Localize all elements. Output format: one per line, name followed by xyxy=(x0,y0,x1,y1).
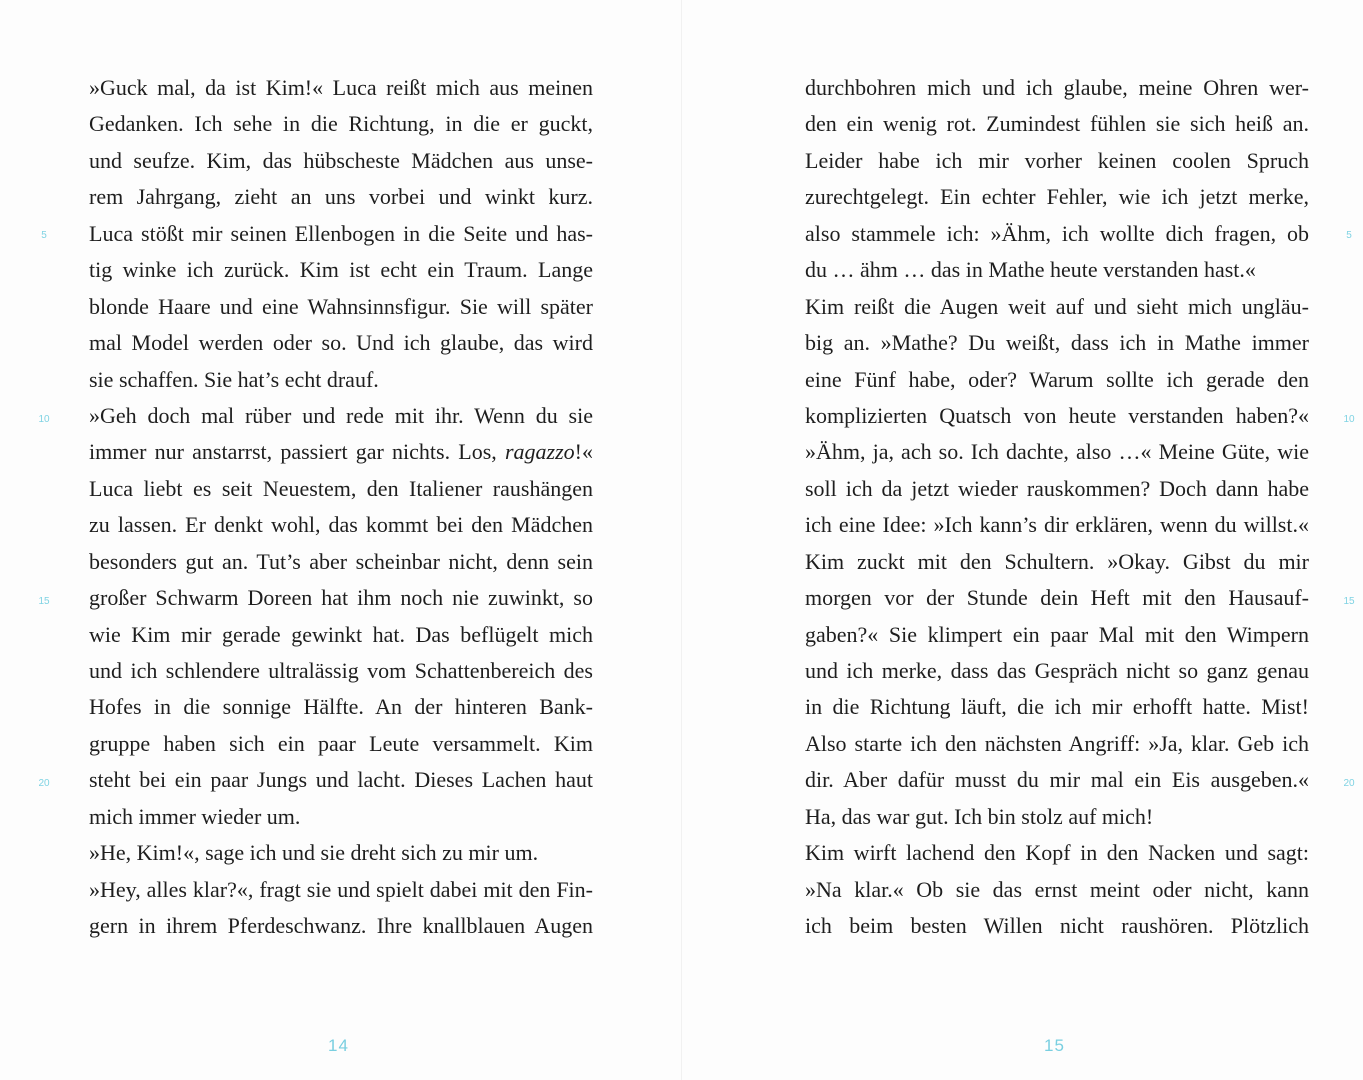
text-line: tig winke ich zurück. Kim ist echt ein Traum. Lange xyxy=(89,257,593,283)
text-line: Ha, das war gut. Ich bin stolz auf mich! xyxy=(805,803,1154,829)
text-line: morgen vor der Stunde dein Heft mit den Hausauf- xyxy=(805,585,1309,611)
text-line: »Na klar.« Ob sie das ernst meint oder nicht, kann xyxy=(805,876,1309,902)
text-line: Luca liebt es seit Neuestem, den Italiener raushängen xyxy=(89,475,593,501)
text-line: »Ähm, ja, ach so. Ich dachte, also …« Meine Güte, wie xyxy=(805,439,1309,465)
text-line: den ein wenig rot. Zumindest fühlen sie sich heiß an. xyxy=(805,111,1309,137)
text-line: großer Schwarm Doreen hat ihm noch nie zuwinkt, so xyxy=(89,585,593,611)
text-line: zurechtgelegt. Ein echter Fehler, wie ich jetzt merke, xyxy=(805,184,1309,210)
text-line: Leider habe ich mir vorher keinen coolen Spruch xyxy=(805,147,1309,173)
italic-word: ragazzo xyxy=(504,439,575,465)
text-line: besonders gut an. Tut’s aber scheinbar nicht, denn sein xyxy=(89,548,593,574)
text-line: mich immer wieder um. xyxy=(89,803,301,829)
page-number: 15 xyxy=(1044,1036,1065,1055)
text-line: und seufze. Kim, das hübscheste Mädchen aus unse- xyxy=(89,147,593,173)
line-number-marker: 10 xyxy=(38,414,50,425)
text-line: komplizierten Quatsch von heute verstanden haben?« xyxy=(805,402,1309,428)
text-line: eine Fünf habe, oder? Warum sollte ich gerade den xyxy=(805,366,1309,392)
left-page-text xyxy=(89,70,593,945)
text-line: Hofes in die sonnige Hälfte. An der hinteren Bank- xyxy=(89,694,593,720)
line-number-marker: 15 xyxy=(1343,596,1355,607)
text-line: gern in ihrem Pferdeschwanz. Ihre knallblauen Augen xyxy=(89,913,593,939)
text-line-with-italic xyxy=(89,434,593,470)
text-line: Kim reißt die Augen weit auf und sieht mich ungläu- xyxy=(805,293,1309,319)
text-line: sie schaffen. Sie hat’s echt drauf. xyxy=(89,366,379,392)
text-line: mal Model werden oder so. Und ich glaube, das wird xyxy=(89,330,593,356)
right-page-text xyxy=(805,70,1309,945)
text-line: »Hey, alles klar?«, fragt sie und spielt dabei mit den Fin- xyxy=(89,876,593,902)
text-line: also stammele ich: »Ähm, ich wollte dich fragen, ob xyxy=(805,220,1309,246)
text-segment: !« xyxy=(574,439,593,465)
text-line: soll ich da jetzt wieder rauskommen? Doch dann habe xyxy=(805,475,1309,501)
text-line: zu lassen. Er denkt wohl, das kommt bei den Mädchen xyxy=(89,512,593,538)
text-line: Luca stößt mir seinen Ellenbogen in die Seite und has- xyxy=(89,220,593,246)
text-line: big an. »Mathe? Du weißt, dass ich in Mathe immer xyxy=(805,330,1309,356)
text-line: steht bei ein paar Jungs und lacht. Dieses Lachen haut xyxy=(89,767,593,793)
line-number-marker: 20 xyxy=(1343,778,1355,789)
text-line: »Geh doch mal rüber und rede mit ihr. Wenn du sie xyxy=(89,402,593,428)
text-line: rem Jahrgang, zieht an uns vorbei und winkt kurz. xyxy=(89,184,593,210)
text-line: gruppe haben sich ein paar Leute versammelt. Kim xyxy=(89,730,593,756)
right-page xyxy=(681,0,1363,1080)
text-line: ich eine Idee: »Ich kann’s dir erklären, wenn du willst.« xyxy=(805,512,1309,538)
text-line: »He, Kim!«, sage ich und sie dreht sich zu mir um. xyxy=(89,840,539,866)
line-number-marker: 10 xyxy=(1343,414,1355,425)
text-line: du … ähm … das in Mathe heute verstanden hast.« xyxy=(805,257,1256,283)
text-line: und ich schlendere ultralässig vom Schattenbereich des xyxy=(89,658,593,683)
text-line: Kim wirft lachend den Kopf in den Nacken und sagt: xyxy=(805,840,1309,866)
line-number-marker: 20 xyxy=(38,778,50,789)
page-number: 14 xyxy=(328,1036,349,1055)
text-line: und ich merke, dass das Gespräch nicht so ganz genau xyxy=(805,658,1309,683)
text-line: Also starte ich den nächsten Angriff: »Ja, klar. Geb ich xyxy=(805,730,1309,756)
line-number-marker: 15 xyxy=(38,596,50,607)
text-segment: immer nur anstarrst, passiert gar nichts. Los, xyxy=(89,439,505,465)
text-line: dir. Aber dafür musst du mir mal ein Eis ausgeben.« xyxy=(805,767,1309,793)
text-line: durchbohren mich und ich glaube, meine Ohren wer- xyxy=(805,75,1309,100)
left-page xyxy=(0,0,681,1080)
line-number-marker: 5 xyxy=(41,230,47,241)
text-line: ich beim besten Willen nicht raushören. Plötzlich xyxy=(805,913,1309,939)
text-line: Kim zuckt mit den Schultern. »Okay. Gibst du mir xyxy=(805,548,1309,574)
text-line: »Guck mal, da ist Kim!« Luca reißt mich aus meinen xyxy=(89,75,593,100)
text-line: in die Richtung läuft, die ich mir erhofft hatte. Mist! xyxy=(805,694,1309,720)
text-line: Gedanken. Ich sehe in die Richtung, in die er guckt, xyxy=(89,111,593,137)
line-number-marker: 5 xyxy=(1346,230,1352,241)
text-line: wie Kim mir gerade gewinkt hat. Das beflügelt mich xyxy=(89,621,593,647)
text-line: gaben?« Sie klimpert ein paar Mal mit den Wimpern xyxy=(805,621,1309,647)
text-line: blonde Haare und eine Wahnsinnsfigur. Sie will später xyxy=(89,293,593,319)
